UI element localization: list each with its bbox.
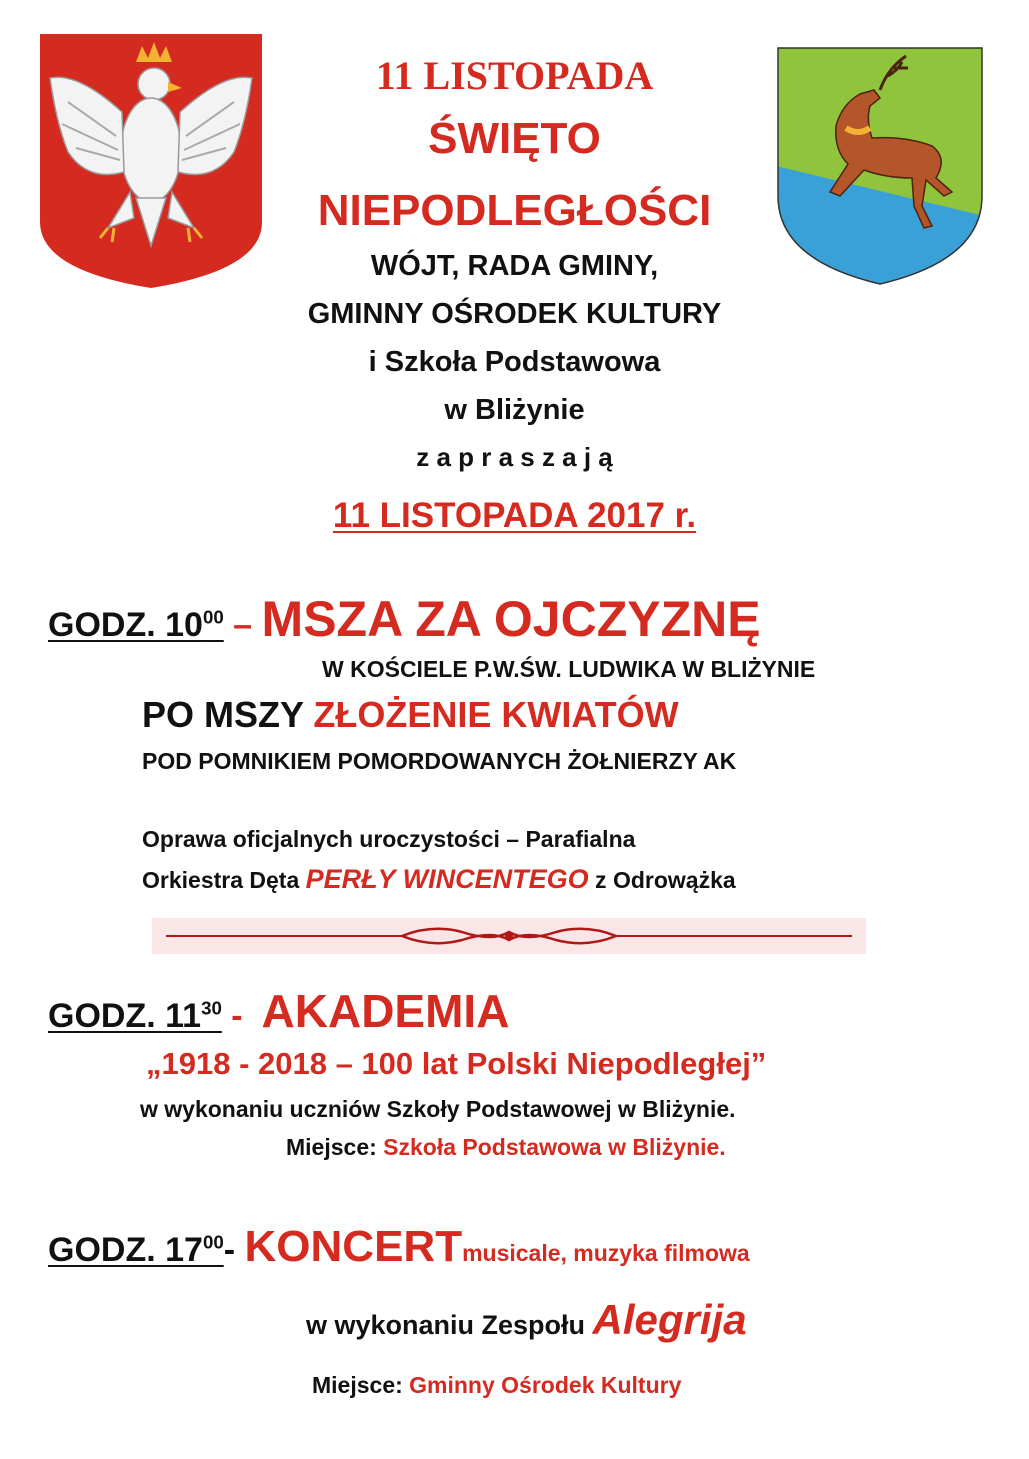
event-2-heading: [48, 984, 509, 1038]
event-1-heading: [48, 590, 761, 648]
event-1-flowers-title: ZŁOŻENIE KWIATÓW: [313, 694, 679, 735]
organizer-line-1: WÓJT, RADA GMINY,: [370, 250, 659, 282]
event-date: 11 LISTOPADA 2017 r.: [332, 496, 697, 535]
event-3-performers: [306, 1296, 747, 1344]
event-1-note-2: [142, 864, 736, 895]
event-1-monument: POD POMNIKIEM POMORDOWANYCH ŻOŁNIERZY AK: [142, 748, 737, 774]
event-1-note-1: Oprawa oficjalnych uroczystości – Parafialna: [142, 826, 636, 852]
event-2-place-value: Szkoła Podstawowa w Bliżynie.: [383, 1134, 726, 1160]
date-heading: 11 LISTOPADA: [375, 53, 654, 98]
event-1-flowers-prefix: PO MSZY: [142, 694, 314, 735]
event-2-time: GODZ. 11: [48, 997, 202, 1035]
event-1-location: W KOŚCIELE P.W.ŚW. LUDWIKA W BLIŻYNIE: [322, 656, 816, 682]
event-1-note-2-prefix: Orkiestra Dęta: [142, 867, 306, 893]
title-line-2: NIEPODLEGŁOŚCI: [317, 186, 712, 235]
event-2-separator: -: [221, 997, 262, 1035]
event-3-time-minutes: 00: [202, 1231, 224, 1253]
organizer-line-4: w Bliżynie: [444, 394, 585, 426]
event-1-separator: –: [223, 606, 262, 644]
event-2-performers: w wykonaniu uczniów Szkoły Podstawowej w Bliżynie.: [140, 1096, 736, 1122]
event-2-title: AKADEMIA: [261, 985, 510, 1037]
event-3-title: KONCERT: [244, 1222, 463, 1271]
event-3-place-label: Miejsce:: [312, 1372, 410, 1398]
event-3-place-value: Gminny Ośrodek Kultury: [409, 1372, 682, 1398]
event-2-subtitle: „1918 - 2018 – 100 lat Polski Niepodległej”: [146, 1046, 767, 1081]
event-3-separator: -: [223, 1231, 245, 1269]
invite-text: z a p r a s z a j ą: [416, 442, 613, 472]
event-3-band-name: Alegrija: [592, 1296, 747, 1343]
event-3-title-suffix: musicale, muzyka filmowa: [462, 1240, 750, 1266]
event-2-place: [286, 1134, 726, 1161]
event-1-note-2-suffix: z Odrowążka: [588, 867, 736, 893]
event-1-flowers: [142, 694, 679, 736]
event-3-performers-prefix: w wykonaniu Zespołu: [306, 1310, 593, 1340]
event-3-heading: [48, 1222, 750, 1272]
decorative-divider: [152, 918, 866, 954]
event-2-place-label: Miejsce:: [286, 1134, 384, 1160]
organizer-line-3: i Szkoła Podstawowa: [368, 346, 661, 378]
event-1-time: GODZ. 10: [48, 606, 203, 644]
title-line-1: ŚWIĘTO: [428, 114, 601, 163]
event-1-title: MSZA ZA OJCZYZNĘ: [261, 591, 761, 647]
event-3-place: [312, 1372, 681, 1399]
event-3-time: GODZ. 17: [48, 1231, 203, 1269]
event-1-time-minutes: 00: [202, 606, 224, 628]
organizer-line-2: GMINNY OŚRODEK KULTURY: [307, 298, 722, 330]
event-2-time-minutes: 30: [201, 997, 222, 1019]
event-1-orchestra-name: PERŁY WINCENTEGO: [305, 864, 589, 894]
